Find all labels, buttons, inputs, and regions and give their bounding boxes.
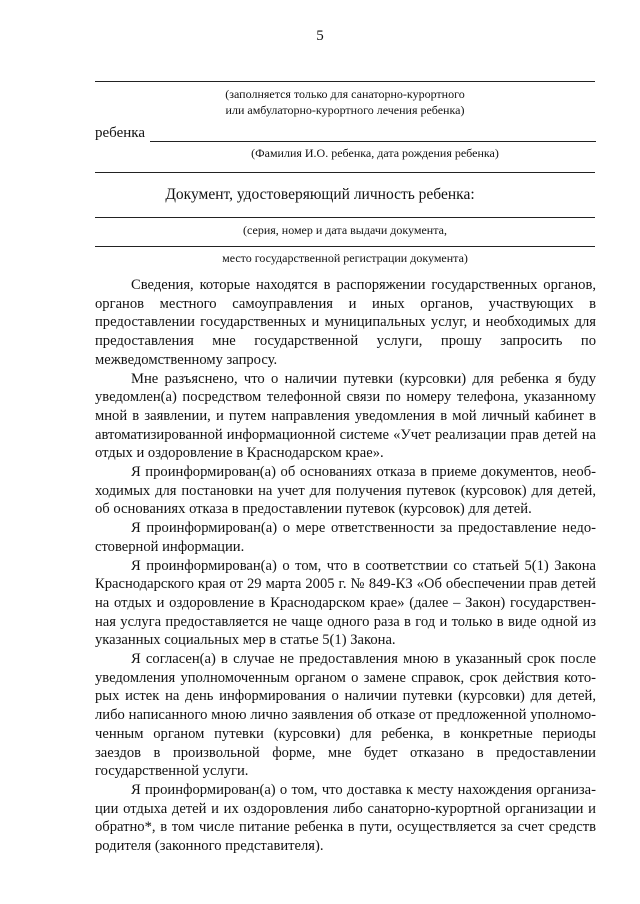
- child-caption: (Фамилия И.О. ребенка, дата рождения ребенка): [251, 146, 499, 160]
- document-registration-line: [95, 246, 595, 247]
- identity-document-heading: Документ, удостоверяющий личность ребенка:: [165, 186, 475, 203]
- paragraph-consent: Я согласен(а) в случае не предоставления мною в указанный срок после уведомления уполномоченным органом о замене справок, срок действия которых истек на день информирования о наличии путевки (курсовки) для детей, либо написанного мною лично заявления об отказе от предложенной уполномоченным органом путевки (курсовки) для ребенка, в конкретные периоды заездов в произвольной форме, мне будет отказано в предоставлении государственной услуги.: [95, 651, 596, 780]
- paragraph-law-reference: Я проинформирован(а) о том, что в соответствии со статьей 5(1) Закона Краснодарского края от 29 марта 2005 г. № 849-КЗ «Об обеспечении прав детей на отдых и оздоровление в Краснодарском крае» (далее – Закон) государственная услуга предоставляется не чаще одного раза в год и только в виде одной из указанных социальных мер в статье 5(1) Закона.: [95, 557, 596, 649]
- paragraph-notification: Мне разъяснено, что о наличии путевки (курсовки) для ребенка я буду уведомлен(а) посредством телефонной связи по номеру телефона, указанному мной в заявлении, и путем направления уведомления в мой личный кабинет в автоматизированной информационной системе «Учет реализации прав детей на отдых и оздоровление в Краснодарском крае».: [95, 370, 596, 462]
- child-extra-line: [95, 172, 595, 173]
- treatment-caption-line1: (заполняется только для санаторно-курортного: [225, 87, 465, 101]
- page-number: 5: [316, 28, 324, 44]
- treatment-caption-line2: или амбулаторно-курортного лечения ребенка): [225, 103, 465, 117]
- paragraph-transport: Я проинформирован(а) о том, что доставка к месту нахождения организации отдыха детей и их оздоровления либо санаторно-курортной организации и обратно*, в том числе питание ребенка в пути, осуществляется за счет средств родителя (законного представителя).: [95, 781, 596, 855]
- paragraph-interagency-request: Сведения, которые находятся в распоряжении государственных органов, органов местного самоуправления и иных органов, участвующих в предоставлении государственных и муниципальных услуг, и необходимых для предоставления мне государственной услуги, прошу запросить по межведомственному запросу.: [95, 277, 596, 368]
- child-label: ребенка: [95, 125, 145, 141]
- statement-body: [95, 276, 596, 856]
- document-caption-line2: место государственной регистрации документа): [222, 251, 468, 265]
- child-name-line: [150, 141, 596, 142]
- treatment-type-line: [95, 81, 595, 82]
- document-series-line: [95, 217, 595, 218]
- paragraph-responsibility: Я проинформирован(а) о мере ответственности за предоставление недостоверной информации.: [95, 520, 596, 555]
- document-caption-line1: (серия, номер и дата выдачи документа,: [243, 223, 447, 237]
- paragraph-refusal-grounds: Я проинформирован(а) об основаниях отказа в приеме документов, необходимых для постановки на учет для получения путевок (курсовок) для детей, об основаниях отказа в предоставлении путевок (курсовок) для детей.: [95, 464, 596, 518]
